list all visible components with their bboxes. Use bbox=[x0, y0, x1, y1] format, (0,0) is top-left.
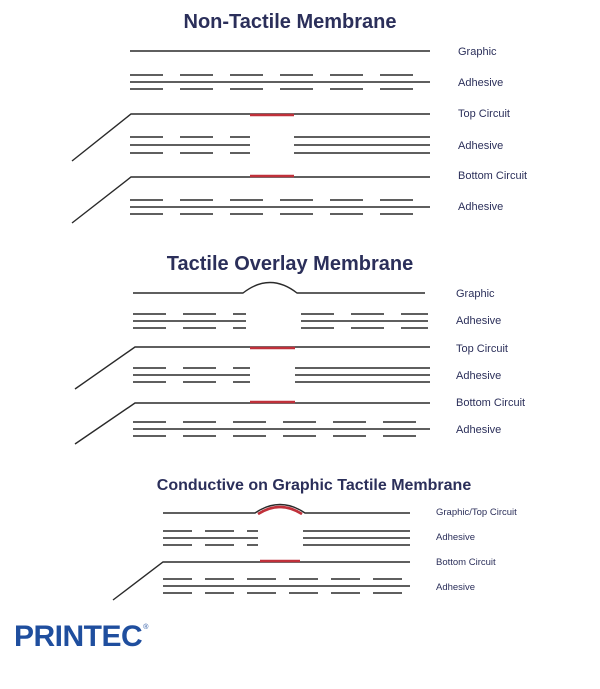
layer-label: Adhesive bbox=[458, 77, 504, 89]
section-non-tactile bbox=[72, 11, 527, 223]
layer-label: Adhesive bbox=[436, 582, 476, 593]
section-title: Non-Tactile Membrane bbox=[183, 11, 397, 33]
adhesive-layer bbox=[130, 75, 430, 89]
layer-label: Adhesive bbox=[458, 140, 504, 152]
adhesive-layer bbox=[163, 579, 410, 593]
adhesive-layer bbox=[130, 200, 430, 214]
adhesive-layer bbox=[133, 422, 430, 436]
layer-label: Adhesive bbox=[458, 201, 504, 213]
printec-logo: PRINTEC® bbox=[14, 620, 148, 653]
bottom-circuit-layer bbox=[75, 403, 430, 444]
adhesive-spacer-layer bbox=[133, 368, 430, 382]
layer-label: Bottom Circuit bbox=[436, 557, 496, 568]
layer-label: Top Circuit bbox=[456, 343, 508, 355]
section-tactile-overlay bbox=[75, 253, 525, 444]
layer-label: Top Circuit bbox=[458, 108, 510, 120]
layer-label: Graphic/Top Circuit bbox=[436, 507, 517, 518]
bottom-circuit-layer bbox=[113, 562, 410, 600]
section-title: Tactile Overlay Membrane bbox=[166, 253, 414, 275]
layer-label: Adhesive bbox=[456, 424, 502, 436]
layer-label: Bottom Circuit bbox=[458, 170, 528, 182]
section-title: Conductive on Graphic Tactile Membrane bbox=[156, 477, 472, 494]
layer-label: Bottom Circuit bbox=[456, 397, 526, 409]
adhesive-layer bbox=[133, 314, 428, 328]
adhesive-spacer-layer bbox=[130, 137, 430, 153]
layer-label: Adhesive bbox=[456, 315, 502, 327]
layer-label: Adhesive bbox=[456, 370, 502, 382]
layer-label: Adhesive bbox=[436, 532, 476, 543]
graphic-dome-layer bbox=[133, 283, 425, 294]
layer-label: Graphic bbox=[458, 46, 497, 58]
adhesive-layer bbox=[163, 531, 410, 545]
section-conductive-graphic bbox=[113, 477, 517, 600]
layer-label: Graphic bbox=[456, 288, 495, 300]
